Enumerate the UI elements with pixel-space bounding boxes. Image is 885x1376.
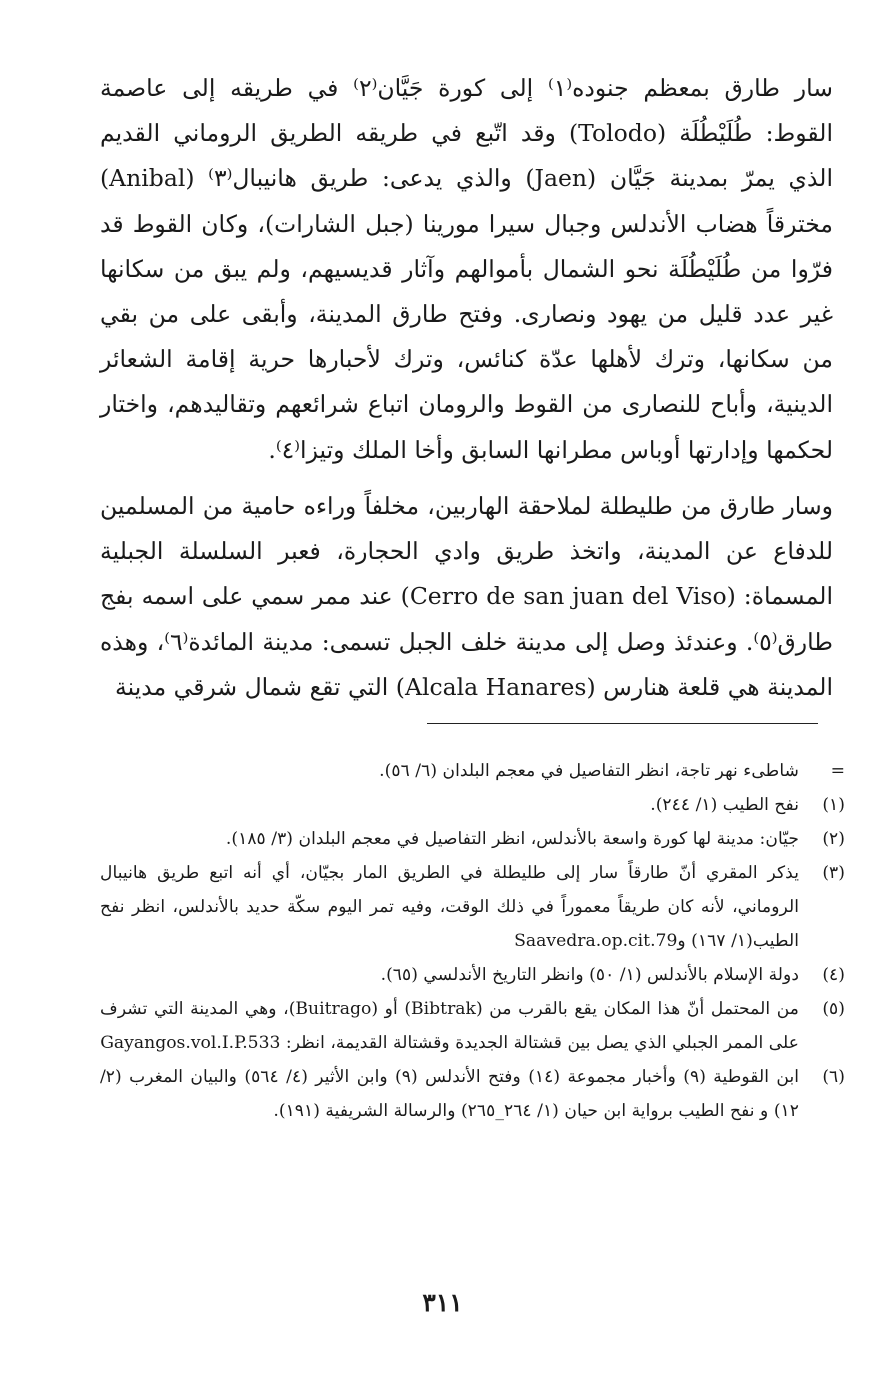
footnote-text: من المحتمل أنّ هذا المكان يقع بالقرب من (Bibtrak) أو (Buitrago)، وهي المدينة التي تشرف على الممر الجبلي الذي يصل بين قشتالة الجديدة وقشتالة القديمة، انظر: Gayangos.vol.I.P.533: [100, 999, 799, 1053]
footnote-text: يذكر المقري أنّ طارقاً سار إلى طليطلة في الطريق المار بجيّان، أي أنه اتبع طريق هانيبال الروماني، لأنه كان طريقاً معموراً في ذلك الوقت، وفيه تمر اليوم سكّة حديد بالأندلس، انظر نفح الطيب(١/ ١٦٧) وSaavedra.op.cit.79: [100, 863, 799, 951]
footnote-number: (٦): [822, 1067, 845, 1087]
footnote-1: [100, 788, 845, 822]
footnote-text: شاطىء نهر تاجة، انظر التفاصيل في معجم البلدان (٦/ ٥٦).: [379, 761, 799, 781]
footnote-6: [100, 1060, 845, 1128]
footnote-number: (١): [822, 795, 845, 815]
footnotes: [100, 754, 845, 1128]
footnote-continuation: [100, 754, 845, 788]
footnote-text: جيّان: مدينة لها كورة واسعة بالأندلس، انظر التفاصيل في معجم البلدان (٣/ ١٨٥).: [225, 829, 799, 849]
body-paragraph-1: سار طارق بمعظم جنوده⁽١⁾ إلى كورة جَيَّان⁽٢⁾ في طريقه إلى عاصمة القوط: طُلَيْطُلَة (Tolodo) وقد اتّبع في طريقه الطريق الروماني القديم الذي يمرّ بمدينة جَيَّان (Jaen) والذي يدعى: طريق هانيبال⁽٣⁾ (Anibal) مخترقاً هضاب الأندلس وجبال سيرا مورينا (جبل الشارات)، وكان القوط قد فرّوا من طُلَيْطُلَة نحو الشمال بأموالهم وآثار قديسيهم، ولم يبق من سكانها غير عدد قليل من يهود ونصارى. وفتح طارق المدينة، وأبقى على من بقي من سكانها، وترك لأهلها عدّة كنائس، وترك لأحبارها حرية إقامة الشعائر الدينية، وأباح للنصارى من القوط والرومان اتباع شرائعهم وتقاليدهم، واختار لحكمها وإدارتها أوباس مطرانها السابق وأخا الملك وتيزا⁽٤⁾.: [100, 74, 833, 464]
footnote-text: دولة الإسلام بالأندلس (١/ ٥٠) وانظر التاريخ الأندلسي (٦٥).: [380, 965, 799, 985]
footnote-number: (٣): [822, 863, 845, 883]
footnote-marker: =: [830, 761, 845, 781]
page-number: ٣١١: [422, 1288, 463, 1317]
footnote-number: (٥): [822, 999, 845, 1019]
footnote-3: [100, 856, 845, 958]
footnote-number: (٤): [822, 965, 845, 985]
footnote-number: (٢): [822, 829, 845, 849]
footnote-2: [100, 822, 845, 856]
footnote-5: [100, 992, 845, 1060]
footnote-text: ابن القوطية (٩) وأخبار مجموعة (١٤) وفتح الأندلس (٩) وابن الأثير (٤/ ٥٦٤) والبيان المغرب (٢/ ١٢) و نفح الطيب برواية ابن حيان (١/ ٢٦٤_٢٦٥) والرسالة الشريفية (١٩١).: [100, 1067, 799, 1121]
footnote-separator: [427, 723, 818, 724]
footnote-4: [100, 958, 845, 992]
body-paragraph-2: وسار طارق من طليطلة لملاحقة الهاربين، مخلفاً وراءه حامية من المسلمين للدفاع عن المدينة، واتخذ طريق وادي الحجارة، فعبر السلسلة الجبلية المسماة: (Cerro de san juan del Viso) عند ممر سمي على اسمه بفج طارق⁽٥⁾. وعندئذ وصل إلى مدينة خلف الجبل تسمى: مدينة المائدة⁽٦⁾، وهذه المدينة هي قلعة هنارس (Alcala Hanares) التي تقع شمال شرقي مدينة: [100, 492, 833, 701]
footnote-text: نفح الطيب (١/ ٢٤٤).: [650, 795, 799, 815]
